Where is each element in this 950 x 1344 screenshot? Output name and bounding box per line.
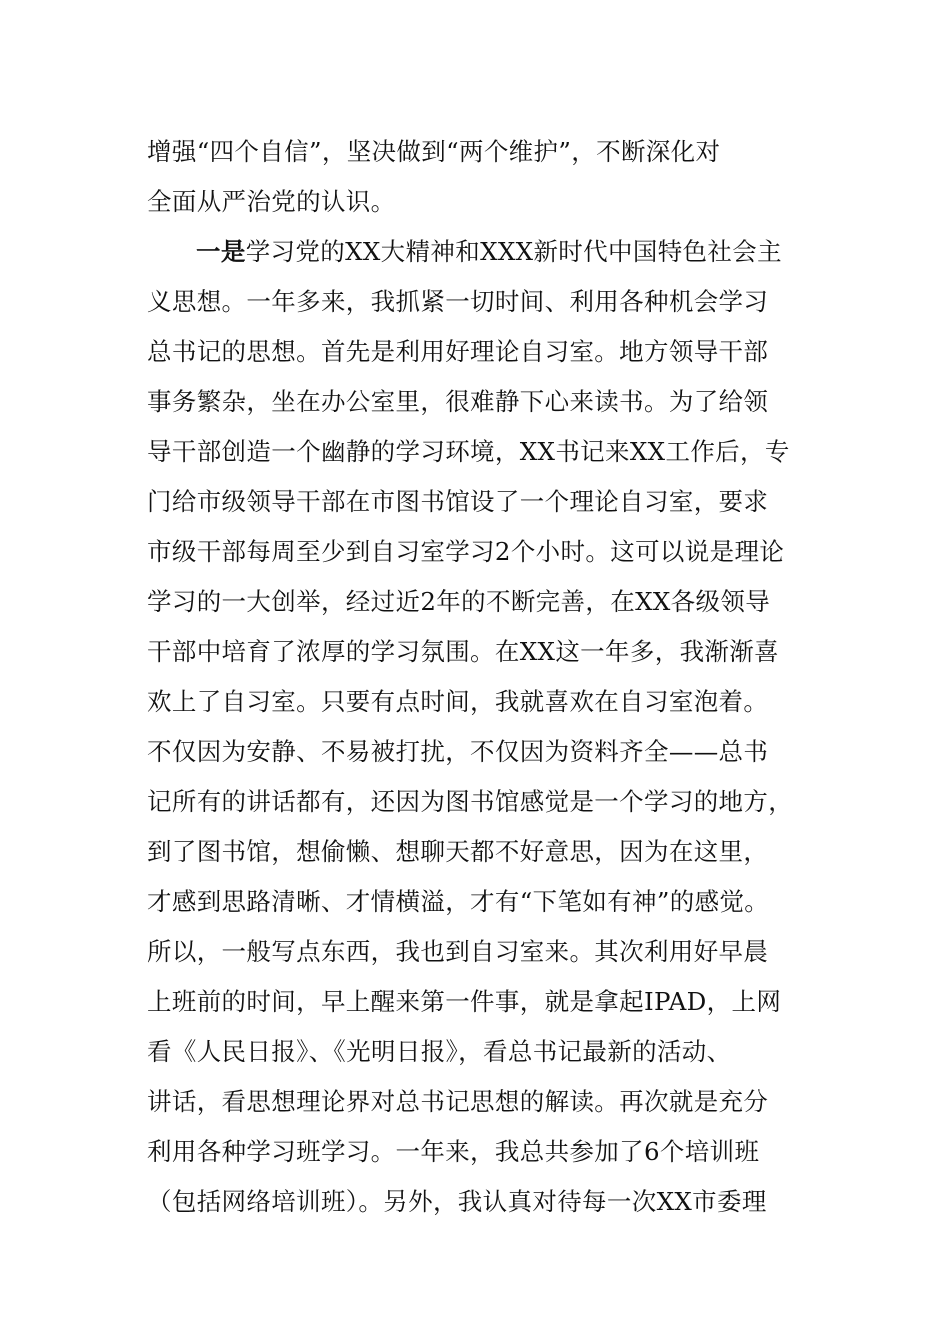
text-line: （包括网络培训班）。另外，我认真对待每一次XX市委理 xyxy=(147,1187,767,1216)
text-line: 义思想。一年多来，我抓紧一切时间、利用各种机会学习 xyxy=(147,287,769,316)
text-line: 所以，一般写点东西，我也到自习室来。其次利用好早晨 xyxy=(147,937,769,966)
text-line: 门给市级领导干部在市图书馆设了一个理论自习室，要求 xyxy=(147,487,769,516)
text-line: 到了图书馆，想偷懒、想聊天都不好意思，因为在这里， xyxy=(147,837,769,866)
text-line: 看《人民日报》、《光明日报》，看总书记最新的活动、 xyxy=(147,1037,732,1066)
text-line: 导干部创造一个幽静的学习环境，XX书记来XX工作后，专 xyxy=(147,437,790,466)
text-line: 事务繁杂，坐在办公室里，很难静下心来读书。为了给领 xyxy=(147,387,769,416)
text-line: 才感到思路清晰、才情横溢，才有“下笔如有神”的感觉。 xyxy=(147,887,770,916)
paragraph-lead: 一是 xyxy=(196,237,246,266)
text-line: 总书记的思想。首先是利用好理论自习室。地方领导干部 xyxy=(147,337,769,366)
paragraph-lead-line xyxy=(196,234,782,270)
text-line: 全面从严治党的认识。 xyxy=(147,187,396,216)
text-line: 学习的一大创举，经过近2年的不断完善，在XX各级领导 xyxy=(147,587,771,616)
text-line: 干部中培育了浓厚的学习氛围。在XX这一年多，我渐渐喜 xyxy=(147,637,779,666)
text-line: 讲话，看思想理论界对总书记思想的解读。再次就是充分 xyxy=(147,1087,769,1116)
text-line: 记所有的讲话都有，还因为图书馆感觉是一个学习的地方， xyxy=(147,787,794,816)
text-line: 不仅因为安静、不易被打扰，不仅因为资料齐全——总书 xyxy=(147,737,769,766)
text-line: 学习党的XX大精神和XXX新时代中国特色社会主 xyxy=(245,237,782,266)
text-line: 市级干部每周至少到自习室学习2个小时。这可以说是理论 xyxy=(147,537,785,566)
text-line: 上班前的时间，早上醒来第一件事，就是拿起IPAD，上网 xyxy=(147,987,782,1016)
text-line: 利用各种学习班学习。一年来，我总共参加了6个培训班 xyxy=(147,1137,760,1166)
text-line: 欢上了自习室。只要有点时间，我就喜欢在自习室泡着。 xyxy=(147,687,769,716)
text-line: 增强“四个自信”，坚决做到“两个维护”，不断深化对 xyxy=(147,137,721,166)
